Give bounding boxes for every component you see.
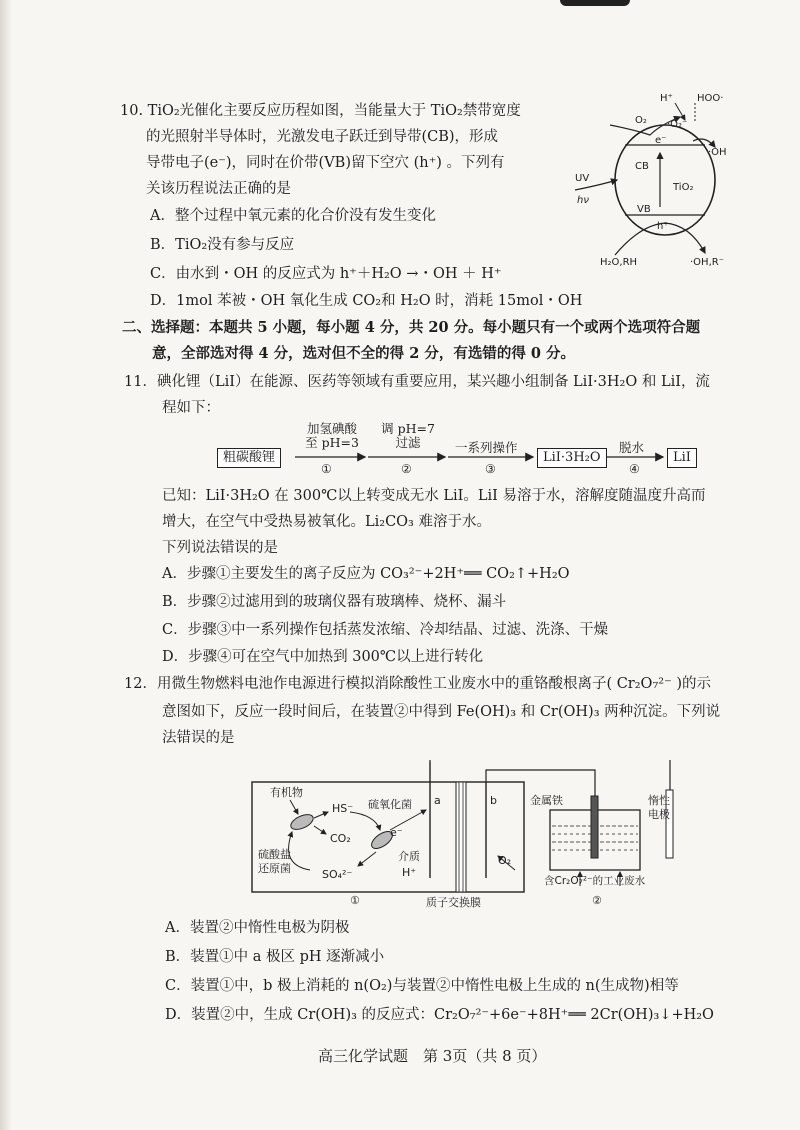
fig10-tio2: TiO₂: [673, 182, 694, 193]
flow-step4-num: ④: [629, 462, 640, 476]
q10-option-c: C．由水到・OH 的反应式为 h⁺＋H₂O →・OH ＋ H⁺: [150, 266, 502, 282]
fig12-device-1: ①: [350, 894, 360, 907]
q10-line-1: 10. TiO₂光催化主要反应历程如图，当能量大于 TiO₂禁带宽度: [120, 103, 521, 119]
flow-step1-top1: 加氢碘酸: [306, 421, 357, 436]
q10-line-2: 的光照射半导体时，光激发电子跃迁到导带(CB)，形成: [146, 129, 499, 145]
flow-step3-num: ③: [485, 462, 496, 476]
q11-line-2: 程如下：: [162, 400, 220, 416]
fig12-device-2: ②: [592, 894, 602, 907]
scan-edge-shadow: [0, 0, 12, 1130]
fig12-o2: O₂: [498, 854, 512, 867]
q11-option-b: B．步骤②过滤用到的玻璃仪器有玻璃棒、烧杯、漏斗: [162, 594, 507, 610]
q12-option-b: B．装置①中 a 极区 pH 逐渐减小: [165, 949, 385, 965]
q11-flowchart: [215, 420, 705, 480]
fig12-electrode-a: a: [434, 794, 441, 807]
q11-prompt: 下列说法错误的是: [162, 540, 278, 556]
fig10-hv: hν: [577, 195, 589, 206]
flow-step1-top2: 至 pH=3: [305, 435, 359, 450]
flow-step2-top1: 调 pH=7: [381, 421, 435, 436]
fig12-inert-2: 电极: [648, 808, 670, 821]
q12-line-1: 12．用微生物燃料电池作电源进行模拟消除酸性工业废水中的重铬酸根离子( Cr₂O₇²⁻ )的示: [124, 676, 711, 692]
q11-option-a: A．步骤①主要发生的离子反应为 CO₃²⁻+2H⁺══ CO₂↑+H₂O: [162, 566, 570, 582]
flow-step2-label: [377, 422, 439, 450]
q11-known-2: 增大，在空气中受热易被氧化。Li₂CO₃ 难溶于水。: [162, 514, 491, 530]
fig12-inert-1: 惰性: [648, 794, 670, 807]
fig12-hs: HS⁻: [332, 802, 354, 815]
q12-line-3: 法错误的是: [162, 730, 235, 746]
fig12-sulfate-bact-1: 硫酸盐: [258, 848, 291, 861]
flow-start-box: 粗碳酸锂: [217, 448, 281, 468]
fig10-uv: UV: [575, 173, 590, 184]
q11-known-1: 已知：LiI·3H₂O 在 300℃以上转变成无水 LiI。LiI 易溶于水，溶解度随温度升高而: [162, 488, 706, 504]
flow-step1-label: [301, 422, 363, 450]
fig10-hoo: HOO·: [697, 93, 724, 104]
flow-step2-top2: 过滤: [395, 435, 421, 450]
q10-line-4: 关该历程说法正确的是: [146, 181, 291, 197]
fig12-so4: SO₄²⁻: [322, 868, 353, 881]
fig12-sox-bact: 硫氧化菌: [368, 798, 412, 811]
fig10-h-hole: h⁺: [657, 221, 669, 232]
fig12-co2: CO₂: [330, 832, 351, 845]
section2-line-1: 二、选择题：本题共 5 小题，每小题 4 分，共 20 分。每小题只有一个或两个选项符合题: [122, 319, 701, 336]
fig12-medium: 介质: [398, 850, 420, 863]
page-footer: 高三化学试题 第 3页（共 8 页）: [318, 1047, 547, 1065]
fig10-e-minus: e⁻: [655, 135, 667, 146]
q11-line-1: 11．碘化锂（LiI）在能源、医药等领域有重要应用，某兴趣小组制备 LiI·3H₂O 和 LiI，流: [124, 374, 710, 390]
fig10-o2-minus: ·O₂⁻: [667, 119, 688, 130]
fig12-wastewater: 含Cr₂O₇²⁻的工业废水: [544, 875, 646, 887]
q12-option-c: C．装置①中，b 极上消耗的 n(O₂)与装置②中惰性电极上生成的 n(生成物)相等: [165, 978, 679, 994]
q10-option-d: D．1mol 苯被・OH 氧化生成 CO₂和 H₂O 时，消耗 15mol・OH: [150, 293, 583, 309]
flow-step3-top: 一系列操作: [455, 440, 518, 455]
fig12-electrode-b: b: [490, 794, 497, 807]
q10-option-b: B．TiO₂没有参与反应: [150, 237, 295, 253]
fig12-sulfate-bact-2: 还原菌: [258, 862, 291, 875]
flow-step2-num: ②: [401, 462, 412, 476]
q11-option-c: C．步骤③中一系列操作包括蒸发浓缩、冷却结晶、过滤、洗涤、干燥: [162, 622, 609, 638]
fig12-e: e⁻: [390, 826, 403, 839]
fig10-h2o-rh: H₂O,RH: [600, 257, 638, 268]
fig10-o2: O₂: [635, 115, 647, 126]
fig12-hplus: H⁺: [402, 866, 417, 879]
q11-option-d: D．步骤④可在空气中加热到 300℃以上进行转化: [162, 649, 484, 665]
fig10-cb: CB: [635, 161, 649, 172]
scan-mark: [560, 0, 630, 6]
fig10-oh-r: ·OH,R⁻: [690, 257, 724, 268]
flow-step1-num: ①: [321, 462, 332, 476]
section2-line-2: 意，全部选对得 4 分，选对但不全的得 2 分，有选错的得 0 分。: [152, 345, 576, 362]
q12-option-d: D．装置②中，生成 Cr(OH)₃ 的反应式：Cr₂O₇²⁻+6e⁻+8H⁺══ 2Cr(OH)₃↓+H₂O: [165, 1007, 714, 1023]
q10-line-3: 导带电子(e⁻)，同时在价带(VB)留下空穴 (h⁺) 。下列有: [146, 155, 505, 171]
fig10-oh: ·OH: [708, 147, 727, 158]
q12-option-a: A．装置②中惰性电极为阴极: [165, 920, 350, 936]
flow-mid-box: LiI·3H₂O: [537, 448, 607, 468]
q10-option-a: A．整个过程中氧元素的化合价没有发生变化: [150, 208, 436, 224]
microbial-fuel-cell-diagram: [250, 760, 680, 910]
fig12-iron: 金属铁: [530, 794, 563, 807]
tio2-photocatalysis-diagram: [555, 85, 750, 270]
fig10-vb: VB: [637, 204, 651, 215]
flow-end-box: LiI: [667, 448, 697, 468]
fig12-membrane: 质子交换膜: [426, 896, 481, 909]
flow-step4-top: 脱水: [619, 440, 645, 455]
fig10-h-plus: H⁺: [660, 93, 673, 104]
q12-line-2: 意图如下，反应一段时间后，在装置②中得到 Fe(OH)₃ 和 Cr(OH)₃ 两种沉淀。下列说: [162, 704, 721, 720]
fig12-organic: 有机物: [270, 786, 303, 799]
